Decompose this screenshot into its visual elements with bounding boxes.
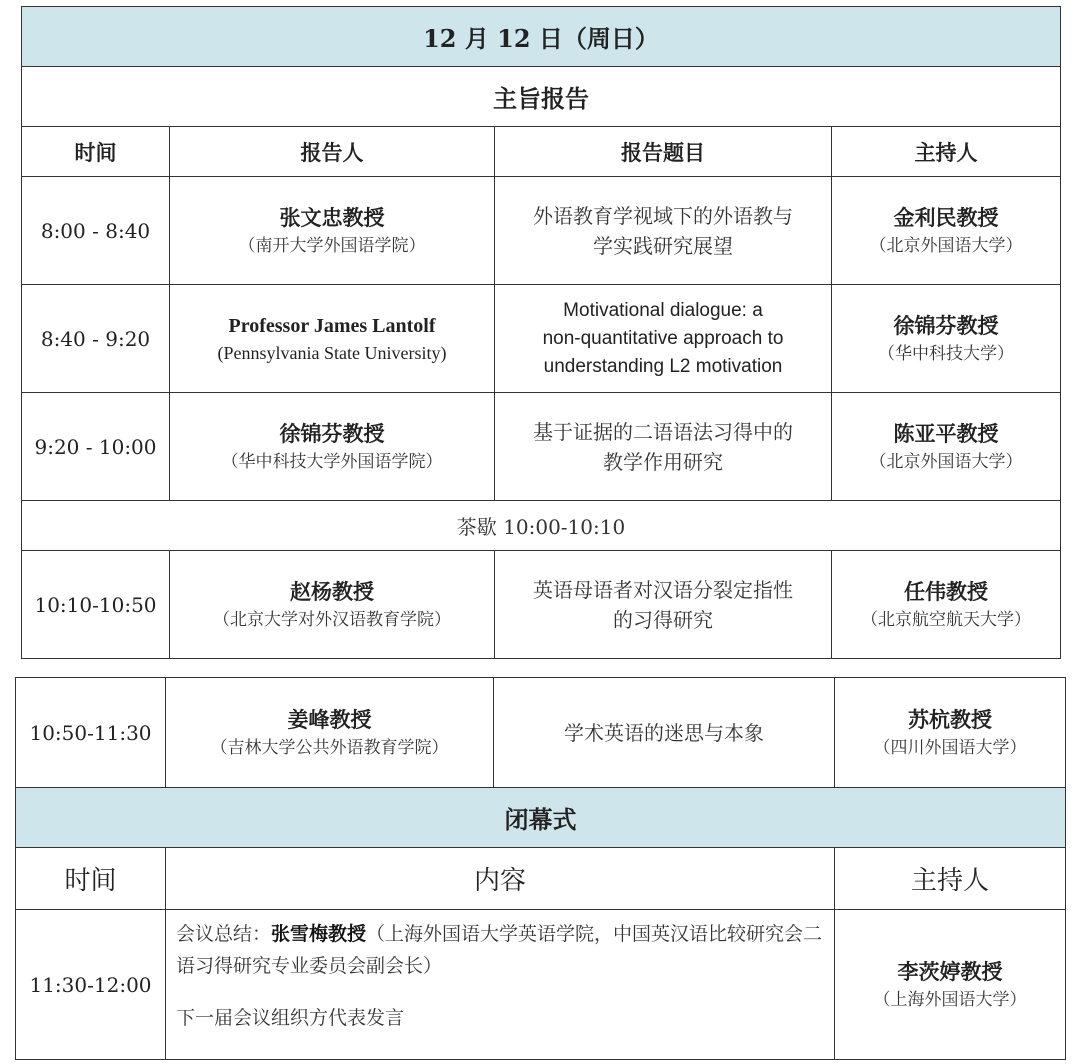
topic-line: 学实践研究展望 [593,233,733,258]
host-name: 任伟教授 [904,578,988,604]
speaker-affiliation: （华中科技大学外国语学院） [221,451,443,472]
speaker-affiliation: （吉林大学公共外语教育学院） [210,737,449,758]
host-cell [835,910,1066,1060]
host-affiliation: （华中科技大学） [878,343,1014,364]
speaker-affiliation: (Pennsylvania State University) [217,342,447,363]
speaker-cell [166,678,494,788]
host-cell [835,678,1066,788]
topic-line: 英语母语者对汉语分裂定指性 [533,577,793,602]
speaker-affiliation: （南开大学外国语学院） [238,235,426,256]
host-affiliation: （北京航空航天大学） [861,609,1031,630]
session-time: 8:00 - 8:40 [22,177,170,285]
speaker-name: 赵杨教授 [290,578,374,604]
col-header-speaker: 报告人 [170,127,495,177]
speaker-cell [170,551,495,659]
topic-line: understanding L2 motivation [543,355,783,377]
table-row [22,177,1061,285]
host-affiliation: （北京外国语大学） [869,235,1023,256]
host-cell [832,393,1061,501]
host-name: 徐锦芬教授 [893,312,999,338]
table-row [16,678,1066,788]
host-affiliation: （北京外国语大学） [869,451,1023,472]
closing-time: 11:30-12:00 [16,910,166,1060]
table-row [22,551,1061,659]
tea-break-row: 茶歇 10:00-10:10 [22,501,1061,551]
summary-affiliation: （上海外国语大学英语学院，中国英汉语比较研究会二语习得研究专业委员会副会长） [176,923,823,977]
next-host-remark: 下一届会议组织方代表发言 [176,1007,405,1029]
host-affiliation: （四川外国语大学） [873,737,1027,758]
host-name: 金利民教授 [893,204,999,230]
topic-cell [495,551,832,659]
topic-cell: 学术英语的迷思与本象 [494,678,835,788]
topic-line: Motivational dialogue: a [563,299,763,321]
host-name: 陈亚平教授 [893,420,999,446]
col-header-time: 时间 [22,127,170,177]
speaker-name: 徐锦芬教授 [279,420,385,446]
schedule-table [21,6,1061,659]
speaker-cell [170,285,495,393]
speaker-name: 姜峰教授 [287,706,372,732]
table-row [22,285,1061,393]
host-affiliation: （上海外国语大学） [873,989,1027,1010]
col-header-host: 主持人 [832,127,1061,177]
host-cell [832,177,1061,285]
host-cell [832,285,1061,393]
speaker-affiliation: （北京大学对外汉语教育学院） [213,609,451,630]
col-header-time: 时间 [16,848,166,910]
topic-line: non-quantitative approach to [542,327,784,349]
keynote-title: 主旨报告 [22,67,1061,127]
speaker-name: Professor James Lantolf [228,314,436,337]
summary-speaker: 张雪梅教授 [271,923,367,945]
host-name: 苏杭教授 [908,706,992,732]
speaker-cell [170,393,495,501]
topic-line: 外语教育学视域下的外语教与 [533,203,793,228]
topic-line: 基于证据的二语语法习得中的 [533,419,793,444]
table-row [16,910,1066,1060]
host-cell [832,551,1061,659]
topic-cell [495,393,832,501]
summary-label: 会议总结： [176,923,272,945]
table-row [22,393,1061,501]
closing-content [166,910,835,1060]
col-header-topic: 报告题目 [495,127,832,177]
topic-line: 的习得研究 [613,607,713,632]
session-time: 10:10-10:50 [22,551,170,659]
speaker-cell [170,177,495,285]
host-name: 李茨婷教授 [897,958,1003,984]
col-header-content: 内容 [166,848,835,910]
session-time: 10:50-11:30 [16,678,166,788]
session-time: 9:20 - 10:00 [22,393,170,501]
session-time: 8:40 - 9:20 [22,285,170,393]
schedule-table-continued [15,677,1066,1060]
closing-title: 闭幕式 [16,788,1066,848]
topic-cell [495,177,832,285]
topic-cell [495,285,832,393]
col-header-host: 主持人 [835,848,1066,910]
topic-line: 教学作用研究 [603,449,723,474]
date-header: 12 月 12 日（周日） [22,7,1061,67]
speaker-name: 张文忠教授 [279,204,385,230]
